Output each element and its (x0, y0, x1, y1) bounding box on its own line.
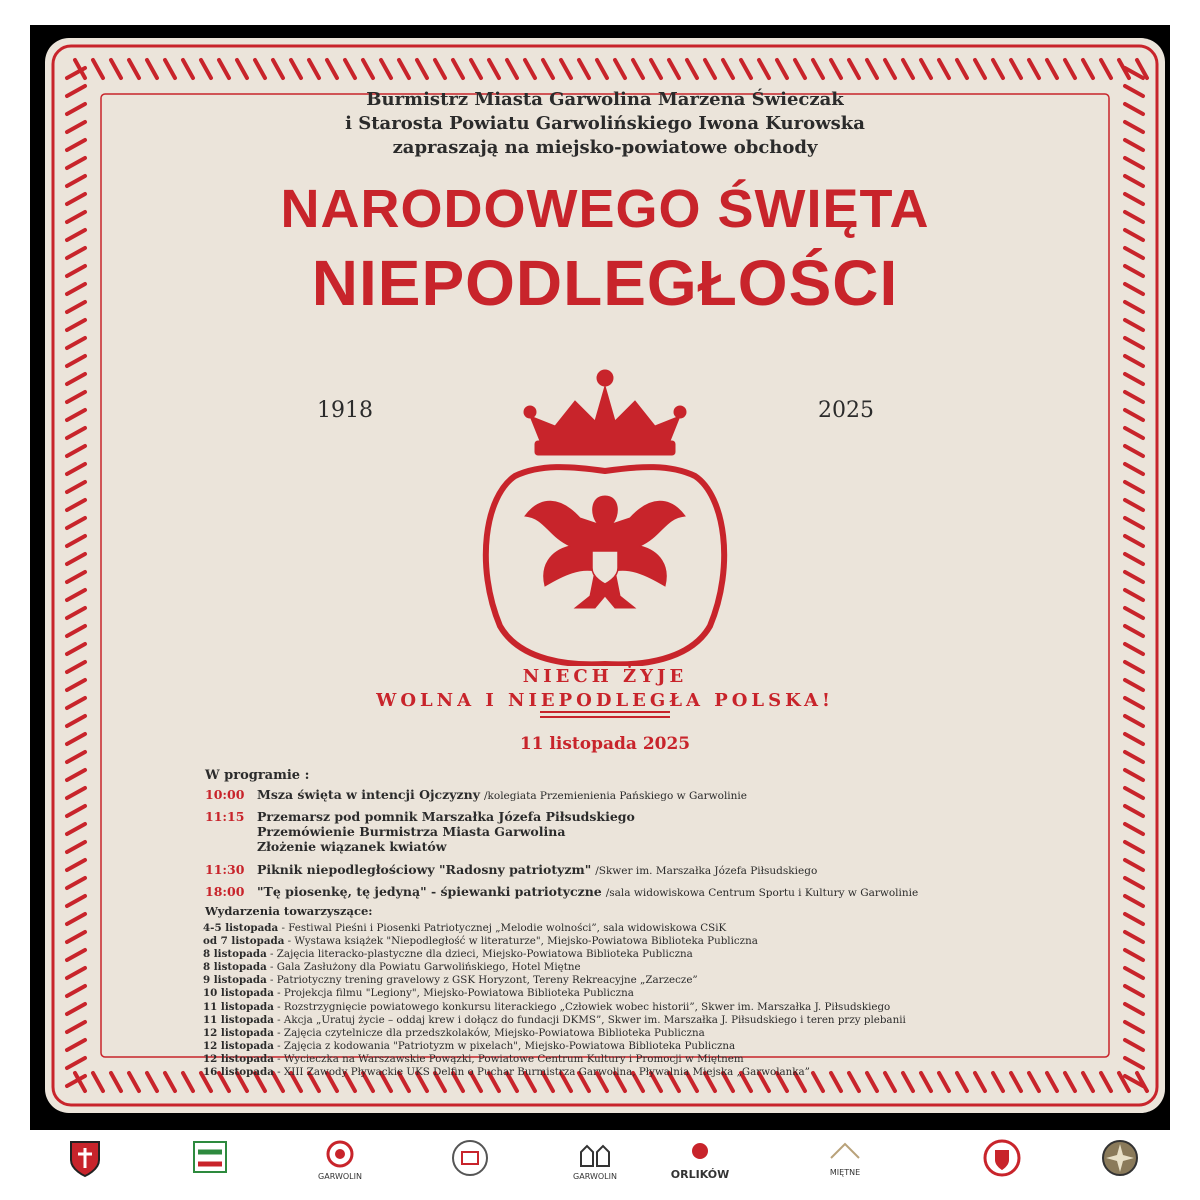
year-end: 2025 (818, 398, 874, 423)
side-event-date: od 7 listopada (203, 935, 285, 948)
side-events-list (203, 922, 906, 1079)
side-event-text: - Zajęcia literacko-plastyczne dla dzieci, Miejsko-Powiatowa Biblioteka Publiczna (266, 948, 693, 961)
list-item (203, 1040, 906, 1053)
header-line-2: i Starosta Powiatu Garwolińskiego Iwona Kurowska (345, 113, 865, 134)
emblem-round-logo (972, 1138, 1032, 1182)
side-event-date: 12 listopada (203, 1026, 274, 1039)
logo-caption: MIĘTNE (829, 1168, 861, 1177)
program-item-sub: Przemówienie Burmistrza Miasta Garwolina (257, 824, 566, 839)
list-item (203, 1053, 906, 1066)
side-event-date: 8 listopada (203, 961, 267, 974)
divider (540, 710, 670, 720)
library-logo (440, 1138, 500, 1182)
side-event-date: 16 listopada (203, 1066, 274, 1079)
program-item-3 (205, 862, 817, 877)
year-start: 1918 (317, 398, 373, 423)
side-events-title: Wydarzenia towarzyszące: (205, 904, 373, 918)
church-logo (565, 1138, 625, 1182)
program-item-2 (205, 809, 635, 854)
side-event-date: 12 listopada (203, 1052, 274, 1065)
program-item-time: 18:00 (205, 884, 245, 899)
list-item (203, 974, 906, 987)
side-event-text: - Akcja „Uratuj życie – oddaj krew i dołącz do fundacji DKMS”, Skwer im. Marszałka J. Piłsudskiego i teren przy plebanii (273, 1013, 906, 1026)
side-event-date: 12 listopada (203, 1039, 274, 1052)
list-item (203, 961, 906, 974)
hotel-mietne-logo (815, 1138, 875, 1182)
program-item-time: 11:30 (205, 862, 245, 877)
title-line-1: NARODOWEGO ŚWIĘTA (280, 179, 930, 239)
list-item (203, 1066, 906, 1079)
list-item (203, 948, 906, 961)
side-event-text: - Wystawa książek "Niepodległość w literaturze", Miejsko-Powiatowa Biblioteka Publiczna (284, 935, 758, 948)
program-item-name: Piknik niepodległościowy "Radosny patriotyzm" (257, 862, 592, 877)
title-line-2: NIEPODLEGŁOŚCI (311, 247, 899, 319)
military-badge-logo (1090, 1138, 1150, 1182)
side-event-text: - Projekcja filmu "Legiony", Miejsko-Powiatowa Biblioteka Publiczna (273, 987, 634, 1000)
side-event-date: 10 listopada (203, 987, 274, 1000)
event-date: 11 listopada 2025 (519, 734, 691, 754)
list-item (203, 935, 906, 948)
side-event-date: 8 listopada (203, 948, 267, 961)
side-event-text: - Festiwal Pieśni i Piosenki Patriotycznej „Melodie wolności”, sala widowiskowa CSiK (278, 922, 727, 934)
side-event-text: - Patriotyczny trening gravelowy z GSK Horyzont, Tereny Rekreacyjne „Zarzecze” (266, 974, 698, 987)
program-item-time: 11:15 (205, 809, 245, 824)
side-event-text: - Zajęcia czytelnicze dla przedszkolaków, Miejsko-Powiatowa Biblioteka Publiczna (273, 1026, 705, 1039)
side-event-text: - Rozstrzygnięcie powiatowego konkursu literackiego „Człowiek wobec historii”, Skwer im. Marszałka J. Piłsudskiego (273, 1000, 891, 1013)
side-event-text: - Gala Zasłużony dla Powiatu Garwolińskiego, Hotel Miętne (266, 961, 581, 974)
list-item (203, 1014, 906, 1027)
program-item-place: /Skwer im. Marszałka Józefa Piłsudskiego (595, 865, 818, 877)
side-event-date: 4-5 listopada (203, 922, 279, 934)
program-item-place: /kolegiata Przemienienia Pańskiego w Garwolinie (483, 790, 748, 802)
side-event-date: 11 listopada (203, 1000, 274, 1013)
sponsor-logos (0, 1138, 1200, 1188)
program-item-sub: Złożenie wiązanek kwiatów (257, 839, 447, 854)
sports-center-logo (310, 1138, 370, 1182)
side-event-text: - Wycieczka na Warszawskie Powązki, Powiatowe Centrum Kultury i Promocji w Miętnem (273, 1052, 744, 1065)
program-item-name: Msza święta w intencji Ojczyzny (257, 787, 480, 802)
program-item-name: Przemarsz pod pomnik Marszałka Józefa Piłsudskiego (257, 809, 635, 824)
logo-caption: GARWOLIN (573, 1172, 617, 1181)
garwolin-crest-logo (55, 1138, 115, 1182)
motto-line-1: NIECH ŻYJE (522, 666, 688, 687)
header-line-3: zapraszają na miejsko-powiatowe obchody (392, 137, 818, 158)
list-item (203, 922, 906, 935)
poster (45, 38, 1165, 1113)
orlikow-logo (670, 1138, 730, 1182)
county-crest-logo (180, 1138, 240, 1182)
program-item-name: "Tę piosenkę, tę jedyną" - śpiewanki patriotyczne (257, 884, 602, 899)
side-event-date: 9 listopada (203, 974, 267, 987)
program-title: W programie : (205, 768, 310, 783)
list-item (203, 1027, 906, 1040)
logo-caption: GARWOLIN (318, 1172, 362, 1181)
polish-eagle-emblem (430, 346, 780, 666)
program-item-place: /sala widowiskowa Centrum Sportu i Kultury w Garwolinie (605, 887, 919, 899)
motto-line-2: WOLNA I NIEPODLEGŁA POLSKA! (376, 690, 834, 711)
side-event-text: - XIII Zawody Pływackie UKS Delfin o Puchar Burmistrza Garwolina, Pływalnia Miejska „Garwolanka” (273, 1066, 810, 1079)
program-item-1 (205, 787, 747, 802)
side-event-text: - Zajęcia z kodowania "Patriotyzm w pixelach", Miejsko-Powiatowa Biblioteka Publiczna (273, 1039, 736, 1052)
list-item (203, 1001, 906, 1014)
program-item-4 (205, 884, 918, 899)
side-event-date: 11 listopada (203, 1013, 274, 1026)
list-item (203, 987, 906, 1000)
logo-caption: ORLIKÓW (670, 1168, 730, 1181)
header-line-1: Burmistrz Miasta Garwolina Marzena Świeczak (366, 89, 844, 110)
program-item-time: 10:00 (205, 787, 245, 802)
